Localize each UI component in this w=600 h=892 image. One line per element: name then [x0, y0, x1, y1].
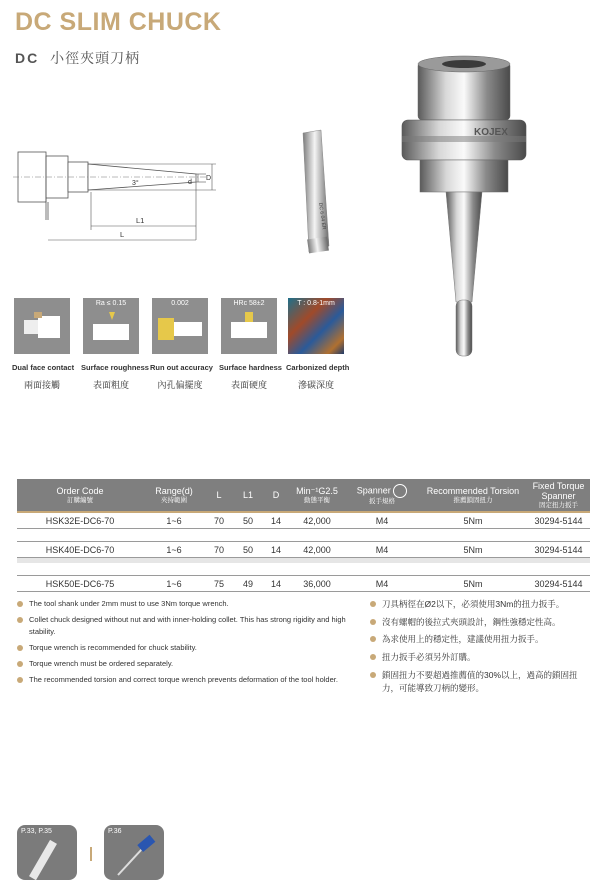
feature-label-en: Run out accuracy	[150, 363, 213, 372]
dim-d-label: d	[188, 179, 192, 186]
dim-L1-label: L1	[136, 216, 145, 225]
dimension-drawing	[8, 140, 238, 255]
surface-roughness-icon	[83, 298, 139, 354]
table-header-row	[17, 479, 590, 512]
spec-table	[17, 479, 590, 592]
related-collet-thumbnail[interactable]	[17, 825, 77, 880]
col-order-code: Order Code 訂購編號	[17, 479, 143, 512]
feature-label-zh: 兩面接觸	[23, 380, 60, 390]
feature-label-zh: 內孔偏擺度	[157, 380, 203, 390]
feature-caption: T : 0.8-1mm	[297, 300, 335, 307]
feature-surface-hardness	[219, 298, 282, 391]
note-item: Torque wrench is recommended for chuck stability.	[17, 642, 367, 654]
cell-code: HSK40E-DC6-70	[17, 542, 143, 558]
cell-L1: 50	[233, 512, 263, 529]
cell-spanner: M4	[345, 576, 419, 592]
feature-label-zh: 表面粗度	[92, 380, 129, 390]
note-item: 刀具柄徑在Ø2以下，必須使用3Nm的扭力扳手。	[370, 598, 580, 611]
cell-D: 14	[263, 512, 289, 529]
feature-label-zh: 表面硬度	[230, 380, 267, 390]
dim-D-label: D	[206, 175, 212, 182]
cell-D: 14	[263, 542, 289, 558]
note-item: 為求使用上的穩定性，建議使用扭力扳手。	[370, 633, 580, 646]
page-ref: P.36	[108, 828, 122, 835]
cell-min: 42,000	[289, 512, 345, 529]
cell-range: 1~6	[143, 542, 205, 558]
cell-code: HSK32E-DC6-70	[17, 512, 143, 529]
cell-fixed: 30294-5144	[527, 542, 590, 558]
feature-caption: Ra ≤ 0.15	[95, 300, 127, 307]
feature-run-out-accuracy	[150, 298, 213, 391]
feature-label-en: Dual face contact	[12, 363, 75, 372]
tool-holder-image	[390, 52, 540, 362]
feature-label-en: Surface hardness	[219, 363, 282, 372]
feature-dual-face-contact	[12, 298, 75, 391]
col-L: L	[205, 479, 233, 512]
cell-spanner: M4	[345, 542, 419, 558]
cell-code: HSK50E-DC6-75	[17, 576, 143, 592]
cell-spanner: M4	[345, 512, 419, 529]
series-code: DC	[15, 50, 40, 66]
col-range: Range(d) 夾持範圍	[143, 479, 205, 512]
page-title: DC SLIM CHUCK	[15, 8, 222, 36]
related-wrench-thumbnail[interactable]	[104, 825, 164, 880]
bullet-icon	[17, 601, 23, 607]
cell-min: 36,000	[289, 576, 345, 592]
note-item: 鎖固扭力不要超過推薦值的30%以上，過高的鎖固扭力，可能導致刀柄的變形。	[370, 669, 580, 695]
brand-label: KOJEX	[474, 127, 508, 138]
bullet-icon	[17, 617, 23, 623]
cell-torsion: 5Nm	[419, 542, 527, 558]
col-L1: L1	[233, 479, 263, 512]
bullet-icon	[370, 619, 376, 625]
cell-L: 75	[205, 576, 233, 592]
feature-label-en: Carbonized depth	[286, 363, 350, 372]
note-item: The tool shank under 2mm must to use 3Nm torque wrench.	[17, 598, 367, 610]
bullet-icon	[370, 636, 376, 642]
notes-chinese	[370, 598, 580, 700]
cell-torsion: 5Nm	[419, 576, 527, 592]
note-item: Collet chuck designed without nut and with inner-holding collet. This has strong rigidity and high stability.	[17, 614, 367, 637]
table-spacer	[17, 563, 590, 576]
collet-image	[285, 128, 350, 263]
col-min: Min⁻¹G2.5 動態平衡	[289, 479, 345, 512]
dim-L-label: L	[120, 230, 125, 239]
table-row	[17, 542, 590, 558]
dual-face-contact-icon	[14, 298, 70, 354]
subtitle-zh: 小徑夾頭刀柄	[50, 50, 141, 66]
surface-hardness-icon	[221, 298, 277, 354]
cell-L1: 49	[233, 576, 263, 592]
note-item: 沒有螺帽的後拉式夾頭設計，鋼性強穩定性高。	[370, 616, 580, 629]
col-spanner: Spanner 扳手規格	[345, 479, 419, 512]
col-D: D	[263, 479, 289, 512]
col-torsion: Recommended Torsion 推薦鎖固扭力	[419, 479, 527, 512]
bullet-icon	[370, 672, 376, 678]
bullet-icon	[17, 645, 23, 651]
run-out-accuracy-icon	[152, 298, 208, 354]
spanner-circle-icon	[393, 484, 407, 498]
col-fixed: Fixed Torque Spanner 固定扭力扳手	[527, 479, 590, 512]
cell-fixed: 30294-5144	[527, 512, 590, 529]
cell-L: 70	[205, 512, 233, 529]
feature-caption: 0.002	[171, 300, 189, 307]
bullet-icon	[370, 654, 376, 660]
feature-caption: HRc 58±2	[233, 300, 265, 307]
feature-surface-roughness	[81, 298, 149, 391]
cell-range: 1~6	[143, 512, 205, 529]
page-ref: P.33, P.35	[21, 828, 52, 835]
table-row	[17, 576, 590, 592]
cell-min: 42,000	[289, 542, 345, 558]
page-subtitle	[15, 48, 140, 68]
angle-label: 3°	[132, 180, 139, 187]
bullet-icon	[370, 601, 376, 607]
bullet-icon	[17, 661, 23, 667]
feature-carbonized-depth	[286, 298, 350, 391]
cell-L1: 50	[233, 542, 263, 558]
cell-torsion: 5Nm	[419, 512, 527, 529]
cell-L: 70	[205, 542, 233, 558]
collet-marking: DC 6-04 ER	[317, 202, 327, 230]
notes-english	[17, 598, 367, 690]
cell-range: 1~6	[143, 576, 205, 592]
feature-label-en: Surface roughness	[81, 363, 149, 372]
bullet-icon	[17, 677, 23, 683]
cell-D: 14	[263, 576, 289, 592]
note-item: 扭力扳手必須另外訂購。	[370, 651, 580, 664]
table-row	[17, 512, 590, 529]
divider	[90, 847, 92, 861]
note-item: Torque wrench must be ordered separately.	[17, 658, 367, 670]
carbonized-depth-icon	[288, 298, 344, 354]
table-spacer	[17, 529, 590, 542]
cell-fixed: 30294-5144	[527, 576, 590, 592]
note-item: The recommended torsion and correct torque wrench prevents deformation of the tool holder.	[17, 674, 367, 686]
feature-label-zh: 滲碳深度	[297, 380, 334, 390]
